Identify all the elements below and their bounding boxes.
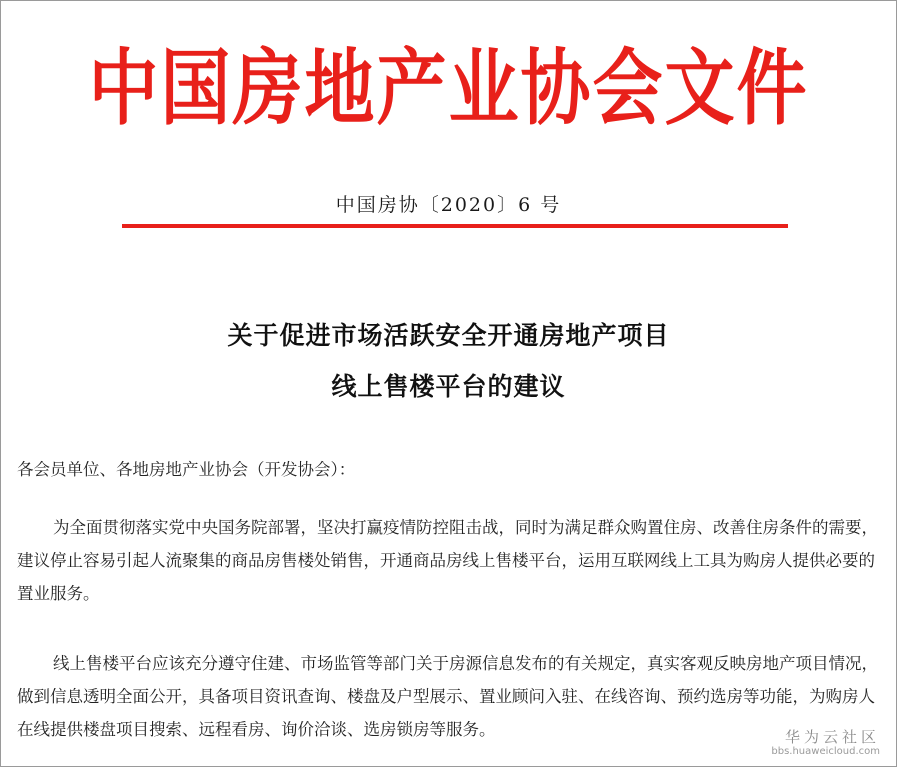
red-divider-line (122, 224, 788, 228)
salutation: 各会员单位、各地房地产业协会（开发协会）： (17, 460, 356, 479)
document-title-line-1: 关于促进市场活跃安全开通房地产项目 (227, 321, 670, 350)
issuer-header: 中国房地产业协会文件 (88, 39, 809, 137)
watermark-brand: 华为云社区 (784, 728, 880, 746)
body-paragraph-1: 为全面贯彻落实党中央国务院部署，坚决打赢疫情防控阻击战，同时为满足群众购置住房、改善住房条件的需要，建议停止容易引起人流聚集的商品房售楼处销售，开通商品房线上售楼平台，运用互联网线上工具为购房人提供必要的置业服务。 (17, 518, 878, 603)
document-title-line-2: 线上售楼平台的建议 (331, 372, 566, 401)
watermark (769, 728, 882, 758)
document-number: 中国房协〔2020〕6 号 (335, 194, 562, 216)
watermark-url: bbs.huaweicloud.com (771, 746, 880, 757)
body-paragraph-2: 线上售楼平台应该充分遵守住建、市场监管等部门关于房源信息发布的有关规定，真实客观反映房地产项目情况，做到信息透明全面公开，具备项目资讯查询、楼盘及户型展示、置业顾问入驻、在线咨询、预约选房等功能，为购房人在线提供楼盘项目搜索、远程看房、询价洽谈、选房锁房等服务。 (17, 654, 878, 739)
